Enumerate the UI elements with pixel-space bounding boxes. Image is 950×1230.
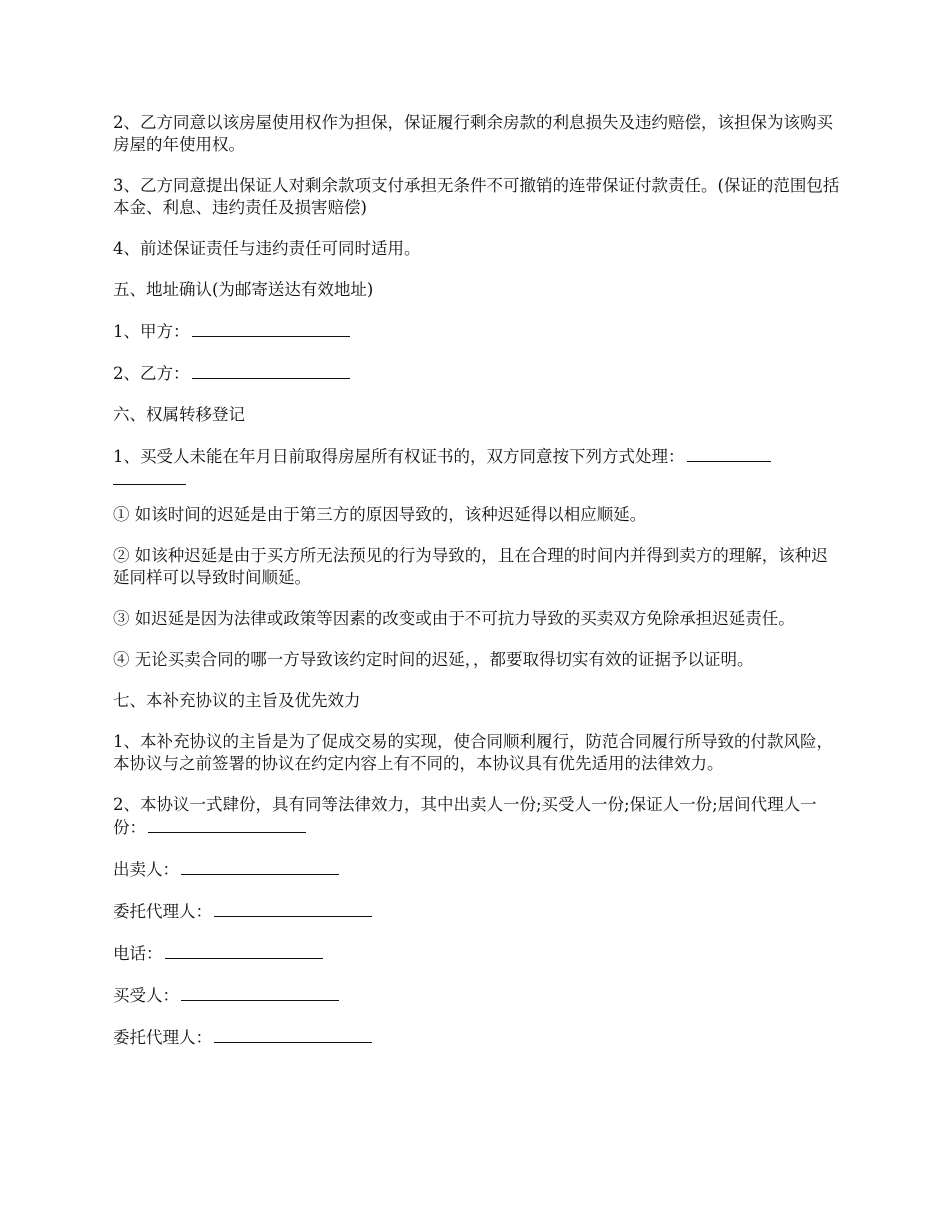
title-transfer-blank [687, 445, 771, 462]
section-heading-title-transfer: 六、权属转移登记 [113, 405, 245, 424]
signature-seller-label: 出卖人： [113, 860, 179, 879]
signature-buyer-blank [181, 984, 339, 1001]
signature-buyer-agent [113, 1026, 841, 1049]
signature-seller [113, 858, 841, 881]
signature-seller-agent-blank [214, 900, 372, 917]
signature-buyer-agent-label: 委托代理人： [113, 1028, 212, 1047]
clause-delay-4: ④ 无论买卖合同的哪一方导致该约定时间的迟延，，都要取得切实有效的证据予以证明。 [113, 650, 754, 669]
paragraph-priority-1: 1、本补充协议的主旨是为了促成交易的实现，使合同顺利履行，防范合同履行所导致的付款风险，本协议与之前签署的协议在约定内容上有不同的，本协议具有优先适用的法律效力。 [113, 732, 833, 773]
paragraph-guarantee-3: 3、乙方同意提出保证人对剩余款项支付承担无条件不可撤销的连带保证付款责任。(保证的范围包括本金、利息、违约责任及损害赔偿) [113, 176, 840, 217]
address-party-b [113, 362, 841, 385]
signature-seller-blank [181, 858, 339, 875]
address-party-a-blank [192, 320, 350, 337]
address-party-b-blank [192, 362, 350, 379]
clause-delay-1: ① 如该时间的迟延是由于第三方的原因导致的，该种迟延得以相应顺延。 [113, 505, 647, 524]
document-page [113, 112, 841, 1068]
signature-buyer-agent-blank [214, 1026, 372, 1043]
address-party-a [113, 320, 841, 343]
signature-phone-blank [165, 942, 323, 959]
section-heading-priority: 七、本补充协议的主旨及优先效力 [113, 691, 361, 710]
signature-buyer [113, 984, 841, 1007]
clause-delay-3: ③ 如迟延是因为法律或政策等因素的改变或由于不可抗力导致的买卖双方免除承担迟延责任。 [113, 609, 795, 628]
signature-buyer-label: 买受人： [113, 986, 179, 1005]
signature-phone-label: 电话： [113, 944, 163, 963]
priority-2-text: 2、本协议一式肆份，具有同等法律效力，其中出卖人一份;买受人一份;保证人一份;居间代理人一份： [113, 795, 817, 837]
title-transfer-text: 1、买受人未能在年月日前取得房屋所有权证书的，双方同意按下列方式处理： [113, 447, 685, 466]
paragraph-title-transfer-1 [113, 445, 841, 485]
signature-seller-agent-label: 委托代理人： [113, 902, 212, 921]
title-transfer-blank-continued [113, 468, 186, 485]
signature-seller-agent [113, 900, 841, 923]
priority-2-blank [148, 816, 306, 833]
paragraph-priority-2 [113, 794, 841, 839]
section-heading-address: 五、地址确认(为邮寄送达有效地址) [113, 280, 374, 299]
clause-delay-2: ② 如该种迟延是由于买方所无法预见的行为导致的，且在合理的时间内并得到卖方的理解，该种迟延同样可以导致时间顺延。 [113, 546, 828, 587]
signature-phone [113, 942, 841, 965]
paragraph-guarantee-2: 2、乙方同意以该房屋使用权作为担保，保证履行剩余房款的利息损失及违约赔偿，该担保为该购买房屋的年使用权。 [113, 113, 833, 154]
paragraph-guarantee-4: 4、前述保证责任与违约责任可同时适用。 [113, 239, 421, 258]
address-party-b-label: 2、乙方： [113, 364, 190, 383]
address-party-a-label: 1、甲方： [113, 322, 190, 341]
